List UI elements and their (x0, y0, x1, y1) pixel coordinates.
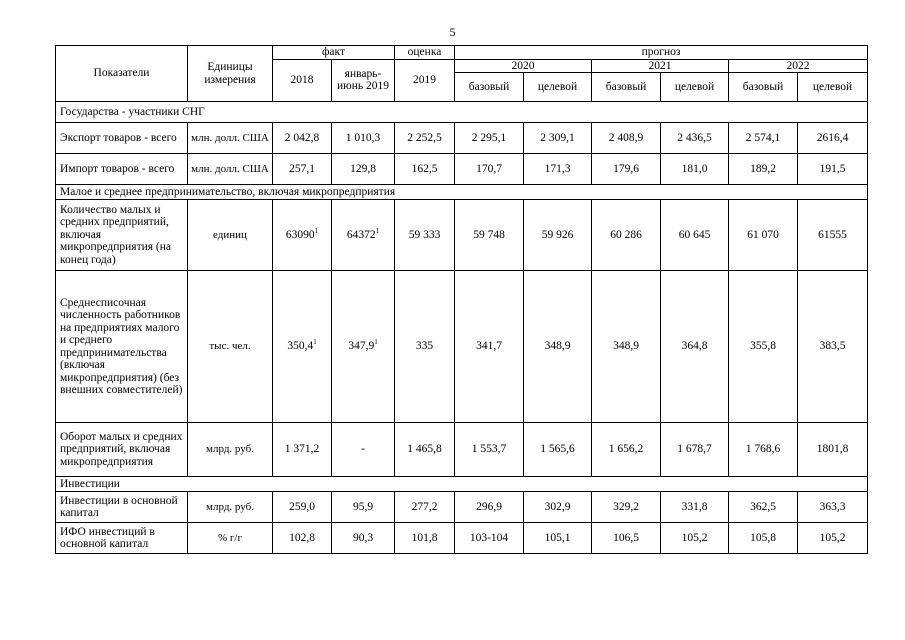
cell-value: 1 465,8 (407, 443, 442, 456)
cell-value: 61555 (818, 228, 847, 241)
table-row (56, 271, 868, 423)
value-cell (661, 200, 729, 271)
value-cell (592, 523, 661, 554)
value-cell (592, 154, 661, 185)
cell-value: 1801,8 (816, 443, 849, 456)
value-cell (332, 123, 395, 154)
value-cell (332, 154, 395, 185)
value-cell (332, 271, 395, 423)
cell-value: 348,9 (613, 340, 639, 353)
value-cell (273, 423, 332, 477)
cell-value: 257,1 (289, 162, 315, 175)
cell-value: 59 333 (408, 228, 441, 241)
header-year-2020: 2020 (455, 59, 592, 73)
cell-value: 1 768,6 (745, 443, 781, 456)
cell-value: 347,9 (348, 340, 375, 353)
value-cell (455, 123, 524, 154)
value-cell (729, 523, 798, 554)
value-cell (592, 200, 661, 271)
header-indicators: Показатели (56, 46, 188, 102)
row-unit: млн. долл. США (188, 154, 273, 185)
value-cell (395, 200, 455, 271)
value-cell (798, 423, 868, 477)
section-row (56, 185, 868, 200)
header-base-2020: базовый (455, 73, 524, 102)
row-label: Импорт товаров - всего (56, 154, 188, 185)
value-cell (395, 523, 455, 554)
header-target-2020: целевой (524, 73, 592, 102)
cell-value: 1 656,2 (608, 443, 644, 456)
cell-value: 335 (415, 340, 434, 353)
cell-value: 331,8 (681, 500, 708, 513)
section-title: Малое и среднее предпринимательство, включая микропредприятия (56, 185, 868, 200)
cell-value: 296,9 (476, 500, 502, 513)
cell-value: 355,8 (750, 340, 776, 353)
cell-value: 59 748 (473, 228, 505, 241)
header-year-2022: 2022 (729, 59, 868, 73)
cell-value: 106,5 (613, 531, 639, 544)
cell-value: 2616,4 (816, 131, 849, 144)
cell-value: 162,5 (411, 162, 438, 175)
cell-value: 105,2 (681, 531, 708, 544)
header-target-2021: целевой (661, 73, 729, 102)
cell-value: 63090 (285, 228, 315, 241)
header-year-2021: 2021 (592, 59, 729, 73)
header-fact: факт (273, 46, 395, 60)
cell-value: - (361, 443, 365, 456)
value-cell (524, 154, 592, 185)
value-cell (455, 271, 524, 423)
cell-value: 105,1 (544, 531, 571, 544)
cell-value: 2 408,9 (608, 131, 644, 144)
cell-value: 1 565,6 (540, 443, 575, 456)
row-unit: млн. долл. США (188, 123, 273, 154)
footnote-marker: 1 (313, 338, 317, 347)
cell-value: 364,8 (681, 340, 708, 353)
cell-value: 302,9 (544, 500, 571, 513)
footnote-marker: 1 (374, 338, 378, 347)
cell-value: 189,2 (750, 162, 776, 175)
cell-value: 1 553,7 (471, 443, 507, 456)
value-cell (798, 271, 868, 423)
value-cell (798, 154, 868, 185)
cell-value: 59 926 (541, 228, 574, 241)
cell-value: 170,7 (476, 162, 502, 175)
value-cell (524, 200, 592, 271)
value-cell (455, 154, 524, 185)
value-cell (524, 123, 592, 154)
table-row (56, 423, 868, 477)
cell-value: 101,8 (411, 531, 438, 544)
value-cell (273, 200, 332, 271)
page-number: 5 (449, 25, 456, 39)
row-unit: млрд. руб. (188, 492, 273, 523)
value-cell (798, 200, 868, 271)
value-cell (729, 123, 798, 154)
value-cell (798, 523, 868, 554)
value-cell (592, 123, 661, 154)
section-row (56, 102, 868, 123)
header-jan-jun-2019: январь-июнь 2019 (332, 59, 395, 102)
value-cell (395, 423, 455, 477)
value-cell (332, 523, 395, 554)
value-cell (661, 154, 729, 185)
value-cell (524, 492, 592, 523)
value-cell (395, 492, 455, 523)
section-row (56, 477, 868, 492)
forecast-table (55, 45, 868, 554)
cell-value: 103-104 (469, 531, 509, 544)
cell-value: 179,6 (613, 162, 639, 175)
value-cell (524, 271, 592, 423)
value-cell (729, 154, 798, 185)
value-cell (729, 271, 798, 423)
header-forecast: прогноз (455, 46, 868, 60)
header-base-2022: базовый (729, 73, 798, 102)
header-estimate: оценка (395, 46, 455, 60)
value-cell (798, 492, 868, 523)
row-unit: % г/г (188, 523, 273, 554)
cell-value: 1 010,3 (345, 131, 381, 144)
value-cell (395, 154, 455, 185)
value-cell (729, 423, 798, 477)
value-cell (729, 492, 798, 523)
cell-value: 102,8 (289, 531, 315, 544)
value-cell (455, 523, 524, 554)
header-year-2018: 2018 (273, 59, 332, 102)
cell-value: 90,3 (352, 531, 374, 544)
cell-value: 2 436,5 (677, 131, 712, 144)
cell-value: 350,4 (287, 340, 314, 353)
cell-value: 105,8 (750, 531, 776, 544)
cell-value: 60 645 (678, 228, 711, 241)
value-cell (273, 492, 332, 523)
header-target-2022: целевой (798, 73, 868, 102)
row-label: Оборот малых и средних предприятий, включая микропредприятия (56, 423, 188, 477)
cell-value: 2 574,1 (745, 131, 781, 144)
cell-value: 95,9 (352, 500, 374, 513)
cell-value: 191,5 (819, 162, 846, 175)
cell-value: 341,7 (476, 340, 502, 353)
cell-value: 362,5 (750, 500, 776, 513)
cell-value: 171,3 (544, 162, 571, 175)
header-base-2021: базовый (592, 73, 661, 102)
value-cell (661, 523, 729, 554)
table-row (56, 154, 868, 185)
cell-value: 1 371,2 (284, 443, 320, 456)
cell-value: 105,2 (819, 531, 846, 544)
cell-value: 259,0 (289, 500, 315, 513)
value-cell (798, 123, 868, 154)
row-unit: млрд. руб. (188, 423, 273, 477)
cell-value: 329,2 (613, 500, 639, 513)
value-cell (273, 523, 332, 554)
cell-value: 383,5 (819, 340, 846, 353)
row-label: Количество малых и средних предприятий, включая микропредприятия (на конец года) (56, 200, 188, 271)
cell-value: 1 678,7 (677, 443, 712, 456)
table-row (56, 123, 868, 154)
value-cell (273, 271, 332, 423)
row-label: Экспорт товаров - всего (56, 123, 188, 154)
cell-value: 2 042,8 (284, 131, 320, 144)
table-row (56, 523, 868, 554)
value-cell (661, 492, 729, 523)
cell-value: 2 295,1 (471, 131, 507, 144)
value-cell (661, 423, 729, 477)
value-cell (661, 123, 729, 154)
value-cell (332, 200, 395, 271)
value-cell (455, 423, 524, 477)
value-cell (455, 200, 524, 271)
cell-value: 2 309,1 (540, 131, 575, 144)
value-cell (524, 523, 592, 554)
cell-value: 348,9 (544, 340, 571, 353)
value-cell (592, 271, 661, 423)
header-units: Единицы измерения (188, 46, 273, 102)
value-cell (592, 492, 661, 523)
value-cell (395, 123, 455, 154)
value-cell (395, 271, 455, 423)
row-label: ИФО инвестиций в основной капитал (56, 523, 188, 554)
value-cell (332, 423, 395, 477)
cell-value: 363,3 (819, 500, 846, 513)
value-cell (273, 154, 332, 185)
value-cell (455, 492, 524, 523)
value-cell (332, 492, 395, 523)
cell-value: 181,0 (681, 162, 708, 175)
footnote-marker: 1 (314, 226, 319, 235)
value-cell (592, 423, 661, 477)
section-title: Государства - участники СНГ (56, 102, 868, 123)
table-row (56, 492, 868, 523)
row-label: Среднесписочная численность работников на предприятиях малого и среднего предпринимательства (включая микропредприятия) (без внешних совместителей) (56, 271, 188, 423)
value-cell (524, 423, 592, 477)
value-cell (661, 271, 729, 423)
table-row (56, 200, 868, 271)
row-unit: единиц (188, 200, 273, 271)
header-year-2019: 2019 (395, 59, 455, 102)
cell-value: 60 286 (610, 228, 642, 241)
row-label: Инвестиции в основной капитал (56, 492, 188, 523)
row-unit: тыс. чел. (188, 271, 273, 423)
footnote-marker: 1 (375, 226, 380, 235)
value-cell (729, 200, 798, 271)
cell-value: 129,8 (350, 162, 376, 175)
section-title: Инвестиции (56, 477, 868, 492)
cell-value: 277,2 (411, 500, 438, 513)
cell-value: 61 070 (747, 228, 779, 241)
cell-value: 2 252,5 (407, 131, 442, 144)
cell-value: 64372 (346, 228, 376, 241)
value-cell (273, 123, 332, 154)
